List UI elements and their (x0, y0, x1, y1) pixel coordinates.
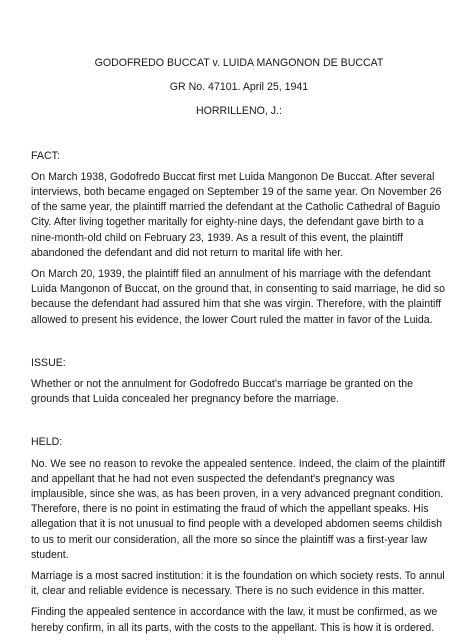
held-section (31, 435, 447, 635)
fact-paragraph: On March 1938, Godofredo Buccat first met Luida Mangonon De Buccat. After several interviews, both became engaged on September 19 of the same year. On November 26 of the same year, the plaintiff married the defendant at the Catholic Cathedral of Baguio City. After living together maritally for eighty-nine days, the defendant gave birth to a nine-month-old child on February 23, 1939. As a result of this event, the plaintiff abandoned the defendant and did not return to marital life with her. (31, 170, 442, 259)
ponente: HORRILLENO, J.: (196, 105, 282, 118)
spacer (31, 334, 447, 356)
fact-heading: FACT: (31, 149, 60, 162)
fact-section (31, 149, 447, 328)
fact-paragraph: On March 20, 1939, the plaintiff filed an annulment of his marriage with the defendant Luida Mangonon of Buccat, on the ground that, in consenting to said marriage, he did so because the defendant had assured him that she was virgin. Therefore, with the plaintiff allowed to present his evidence, the lower Court ruled the matter in favor of the Luida. (31, 268, 446, 326)
held-heading: HELD: (31, 436, 63, 449)
document-page (31, 56, 447, 642)
spacer (31, 129, 447, 149)
issue-heading: ISSUE: (31, 356, 66, 369)
held-paragraph: Marriage is a most sacred institution: it is the foundation on which society rests. To annul it, clear and reliable evidence is necessary. There is no such evidence in this matter. (31, 570, 445, 598)
issue-section (31, 356, 447, 408)
held-paragraph: No. We see no reason to revoke the appealed sentence. Indeed, the claim of the plaintiff and appellant that he had not even suspected the defendant's pregnancy was implausible, since she was, as has been proven, in a very advanced pregnant condition. Therefore, there is no point in estimating the fraud of which the appellant speaks. His allegation that it is not unusual to find people with a developed abdomen seems childish to us to merit our consideration, all the more so since the plaintiff was a first-year law student. (31, 457, 446, 561)
case-title: GODOFREDO BUCCAT v. LUIDA MANGONON DE BUCCAT (94, 57, 384, 69)
issue-paragraph: Whether or not the annulment for Godofredo Buccat’s marriage be granted on the grounds that Luida concealed her pregnancy before the marriage. (31, 378, 413, 406)
held-paragraph: Finding the appealed sentence in accordance with the law, it must be confirmed, as we hereby confirm, in all its parts, with the costs to the appellant. This is how it is ordered. (31, 606, 438, 634)
case-number: GR No. 47101. April 25, 1941 (169, 81, 309, 94)
spacer (31, 413, 447, 435)
